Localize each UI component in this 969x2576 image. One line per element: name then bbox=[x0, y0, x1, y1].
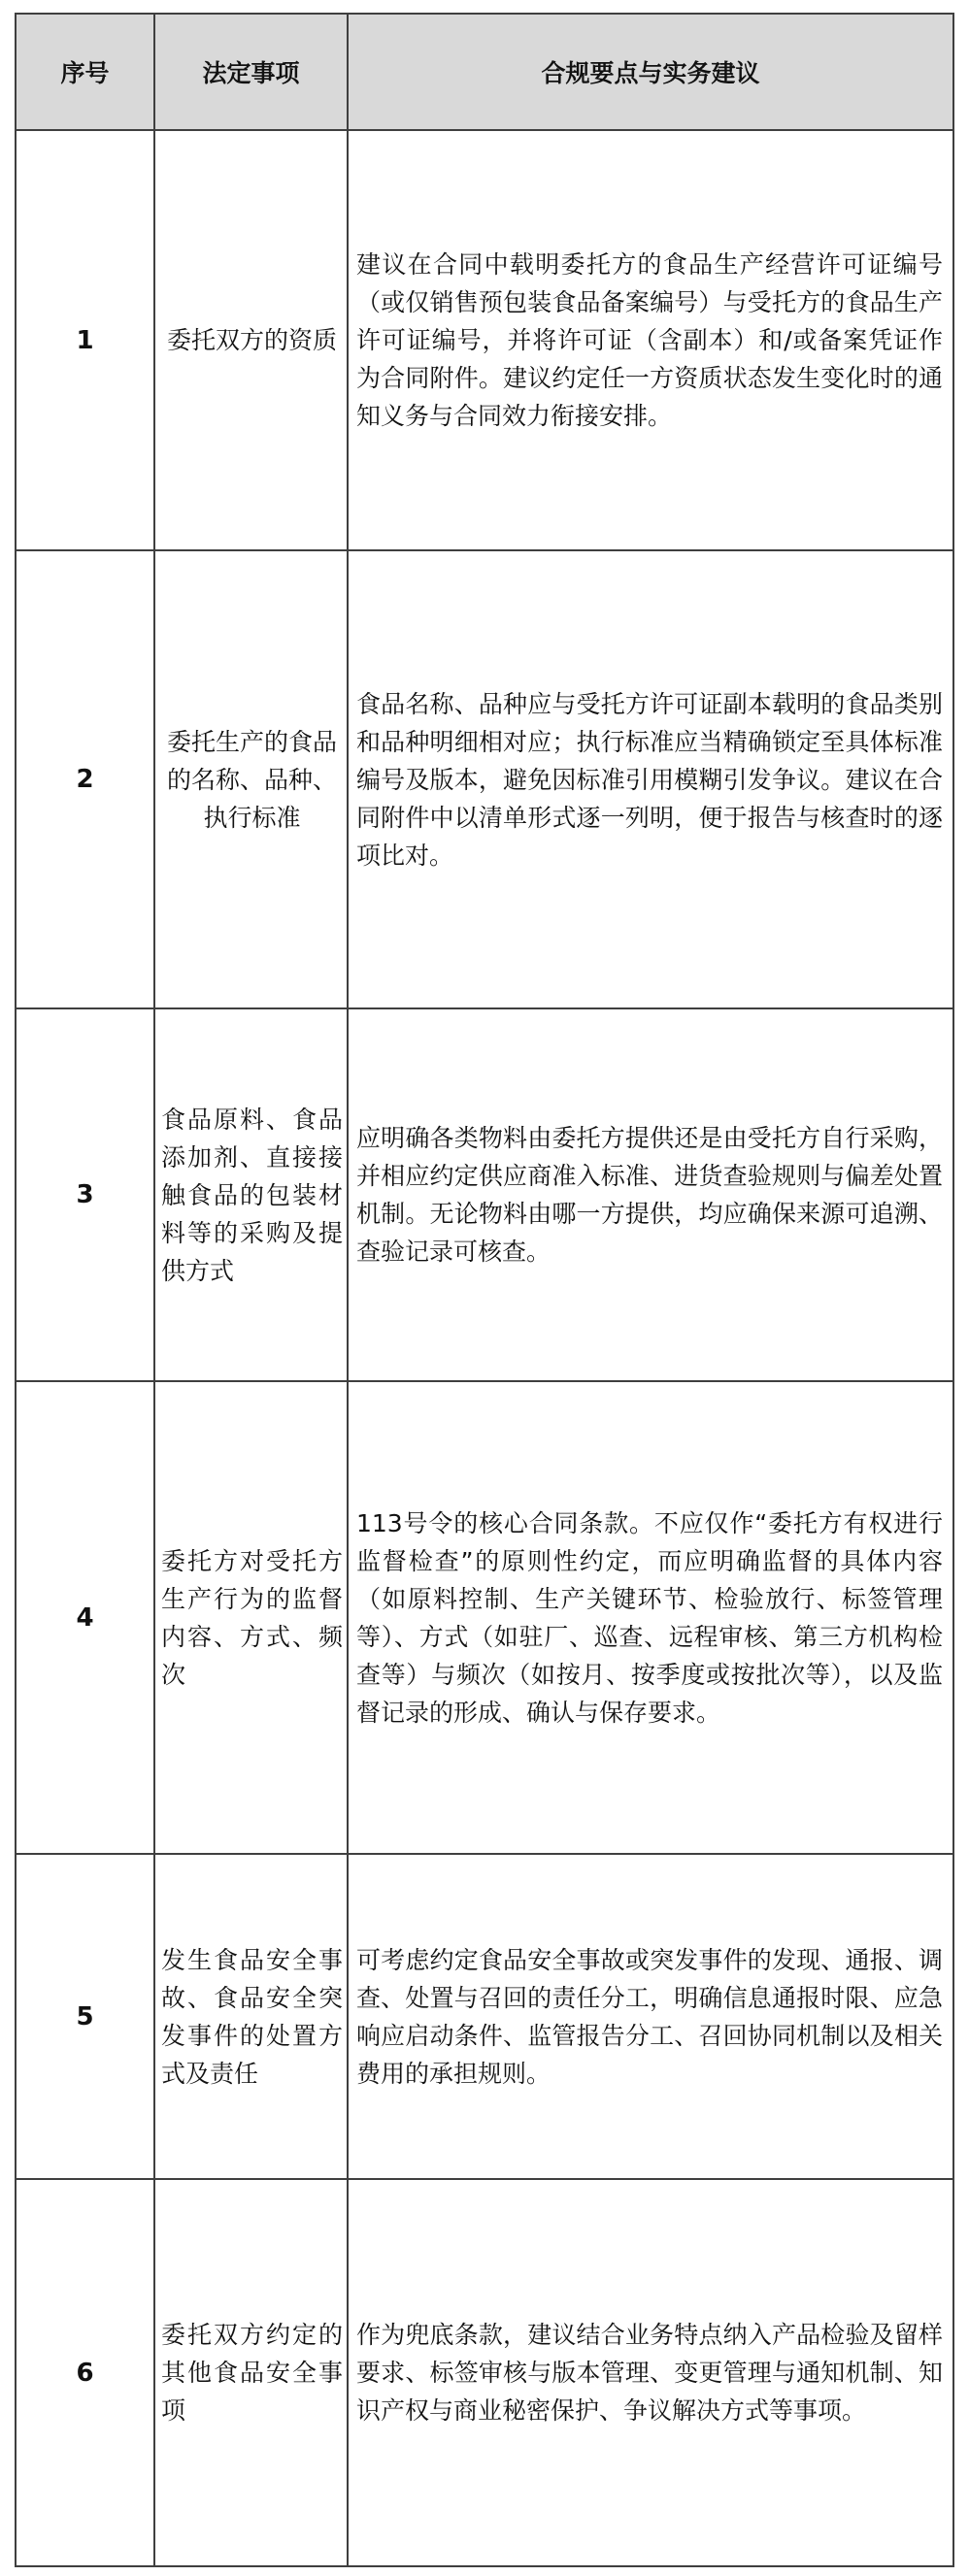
legal-items-table bbox=[15, 13, 954, 2567]
row-item: 委托双方约定的其他食品安全事项 bbox=[154, 2179, 348, 2566]
row-item: 委托生产的食品的名称、品种、执行标准 bbox=[154, 550, 348, 1008]
row-advice: 113号令的核心合同条款。不应仅作“委托方有权进行监督检查”的原则性约定，而应明确监督的具体内容（如原料控制、生产关键环节、检验放行、标签管理等）、方式（如驻厂、巡查、远程审核、第三方机构检查等）与频次（如按月、按季度或按批次等），以及监督记录的形成、确认与保存要求。 bbox=[348, 1381, 953, 1854]
row-item: 委托方对受托方生产行为的监督内容、方式、频次 bbox=[154, 1381, 348, 1854]
row-item: 发生食品安全事故、食品安全突发事件的处置方式及责任 bbox=[154, 1854, 348, 2179]
row-number: 6 bbox=[16, 2179, 154, 2566]
row-number: 4 bbox=[16, 1381, 154, 1854]
header-advice: 合规要点与实务建议 bbox=[348, 14, 953, 130]
row-item: 食品原料、食品添加剂、直接接触食品的包装材料等的采购及提供方式 bbox=[154, 1008, 348, 1381]
row-advice: 应明确各类物料由委托方提供还是由受托方自行采购，并相应约定供应商准入标准、进货查验规则与偏差处置机制。无论物料由哪一方提供，均应确保来源可追溯、查验记录可核查。 bbox=[348, 1008, 953, 1381]
table-row bbox=[16, 1854, 953, 2179]
row-advice: 可考虑约定食品安全事故或突发事件的发现、通报、调查、处置与召回的责任分工，明确信息通报时限、应急响应启动条件、监管报告分工、召回协同机制以及相关费用的承担规则。 bbox=[348, 1854, 953, 2179]
table-row bbox=[16, 550, 953, 1008]
row-number: 2 bbox=[16, 550, 154, 1008]
header-no: 序号 bbox=[16, 14, 154, 130]
table-row bbox=[16, 1381, 953, 1854]
table-row bbox=[16, 2179, 953, 2566]
row-advice: 食品名称、品种应与受托方许可证副本载明的食品类别和品种明细相对应；执行标准应当精确锁定至具体标准编号及版本，避免因标准引用模糊引发争议。建议在合同附件中以清单形式逐一列明，便于报告与核查时的逐项比对。 bbox=[348, 550, 953, 1008]
row-advice: 建议在合同中载明委托方的食品生产经营许可证编号（或仅销售预包装食品备案编号）与受托方的食品生产许可证编号，并将许可证（含副本）和/或备案凭证作为合同附件。建议约定任一方资质状态发生变化时的通知义务与合同效力衔接安排。 bbox=[348, 130, 953, 550]
table-row bbox=[16, 130, 953, 550]
header-item: 法定事项 bbox=[154, 14, 348, 130]
row-number: 5 bbox=[16, 1854, 154, 2179]
row-item: 委托双方的资质 bbox=[154, 130, 348, 550]
row-number: 1 bbox=[16, 130, 154, 550]
table-header-row bbox=[16, 14, 953, 130]
row-advice: 作为兜底条款，建议结合业务特点纳入产品检验及留样要求、标签审核与版本管理、变更管理与通知机制、知识产权与商业秘密保护、争议解决方式等事项。 bbox=[348, 2179, 953, 2566]
row-number: 3 bbox=[16, 1008, 154, 1381]
table-row bbox=[16, 1008, 953, 1381]
